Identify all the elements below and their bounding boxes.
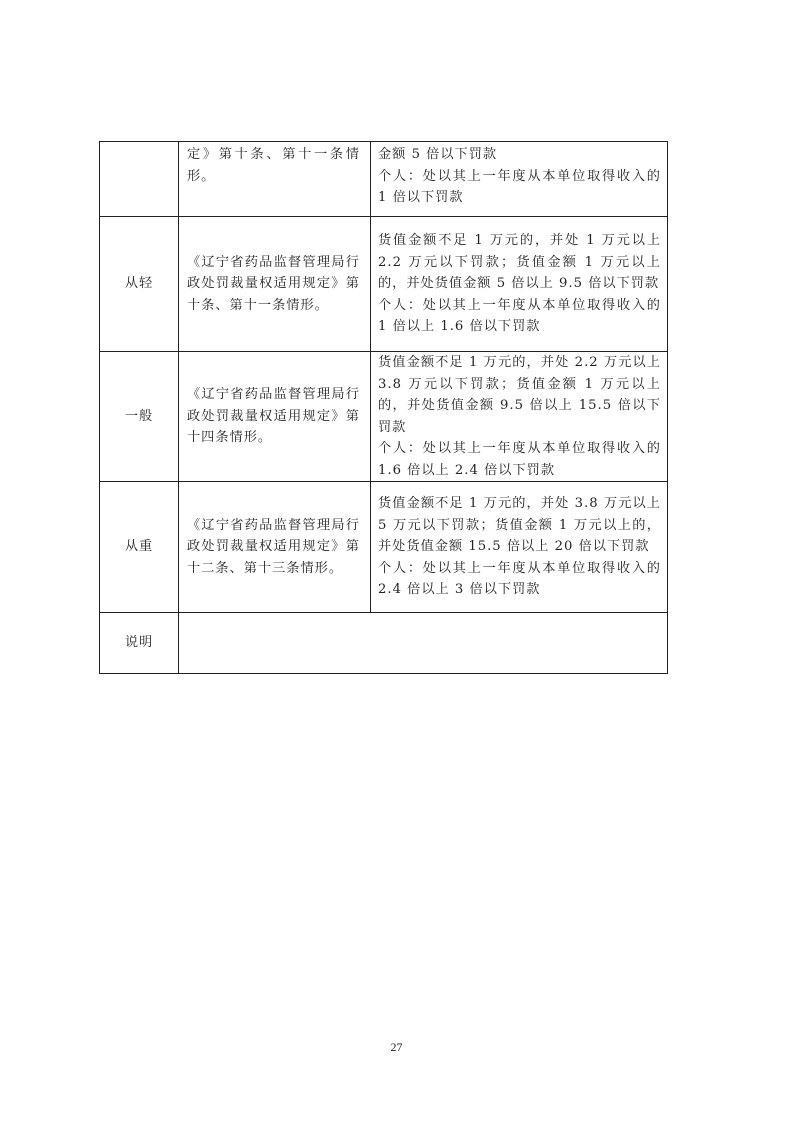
table-row bbox=[100, 482, 668, 613]
penalty-individual-text: 个人：处以其上一年度从本单位取得收入的 1.6 倍以上 2.4 倍以下罚款 bbox=[378, 441, 661, 478]
note-row bbox=[100, 613, 668, 674]
table-row bbox=[100, 352, 668, 482]
basis-text: 《辽宁省药品监督管理局行政处罚裁量权适用规定》第十条、第十一条情形。 bbox=[187, 254, 360, 313]
level-cell: 从轻 bbox=[100, 217, 179, 352]
penalty-cell bbox=[371, 352, 668, 482]
table-row bbox=[100, 217, 668, 352]
penalty-unit-text: 货值金额不足 1 万元的，并处 1 万元以上 2.2 万元以下罚款；货值金额 1 万元以上的，并处货值金额 5 倍以上 9.5 倍以下罚款 bbox=[378, 233, 661, 292]
penalty-unit-text: 货值金额不足 1 万元的，并处 2.2 万元以上 3.8 万元以下罚款；货值金额 1 万元以上的，并处货值金额 9.5 倍以上 15.5 倍以下罚款 bbox=[378, 355, 661, 435]
penalty-cell bbox=[371, 142, 668, 217]
penalty-text bbox=[371, 144, 667, 209]
basis-cell bbox=[179, 482, 371, 613]
basis-text: 《辽宁省药品监督管理局行政处罚裁量权适用规定》第十二条、第十三条情形。 bbox=[187, 517, 360, 576]
penalty-text bbox=[371, 230, 667, 338]
page-number: 27 bbox=[390, 1040, 403, 1054]
penalty-individual-text: 个人：处以其上一年度从本单位取得收入的 1 倍以上 1.6 倍以下罚款 bbox=[378, 297, 661, 335]
basis-text: 《辽宁省药品监督管理局行政处罚裁量权适用规定》第十四条情形。 bbox=[187, 387, 360, 446]
level-cell: 一般 bbox=[100, 352, 179, 482]
penalty-unit-text: 金额 5 倍以下罚款 bbox=[378, 147, 498, 162]
basis-cell bbox=[179, 217, 371, 352]
penalty-discretion-table bbox=[99, 141, 668, 674]
level-cell bbox=[100, 142, 179, 217]
penalty-text bbox=[371, 493, 667, 601]
level-cell: 从重 bbox=[100, 482, 179, 613]
note-label: 说明 bbox=[100, 613, 179, 674]
basis-text: 定》第十条、第十一条情形。 bbox=[187, 147, 360, 184]
table-row bbox=[100, 142, 668, 217]
penalty-text bbox=[371, 352, 667, 481]
penalty-unit-text: 货值金额不足 1 万元的，并处 3.8 万元以上 5 万元以下罚款；货值金额 1 万元以上的，并处货值金额 15.5 倍以上 20 倍以下罚款 bbox=[378, 496, 661, 555]
basis-cell bbox=[179, 142, 371, 217]
note-value bbox=[179, 613, 668, 674]
penalty-cell bbox=[371, 482, 668, 613]
penalty-cell bbox=[371, 217, 668, 352]
penalty-individual-text: 个人：处以其上一年度从本单位取得收入的 2.4 倍以上 3 倍以下罚款 bbox=[378, 560, 661, 598]
basis-cell bbox=[179, 352, 371, 482]
penalty-individual-text: 个人：处以其上一年度从本单位取得收入的 1 倍以下罚款 bbox=[378, 168, 661, 205]
